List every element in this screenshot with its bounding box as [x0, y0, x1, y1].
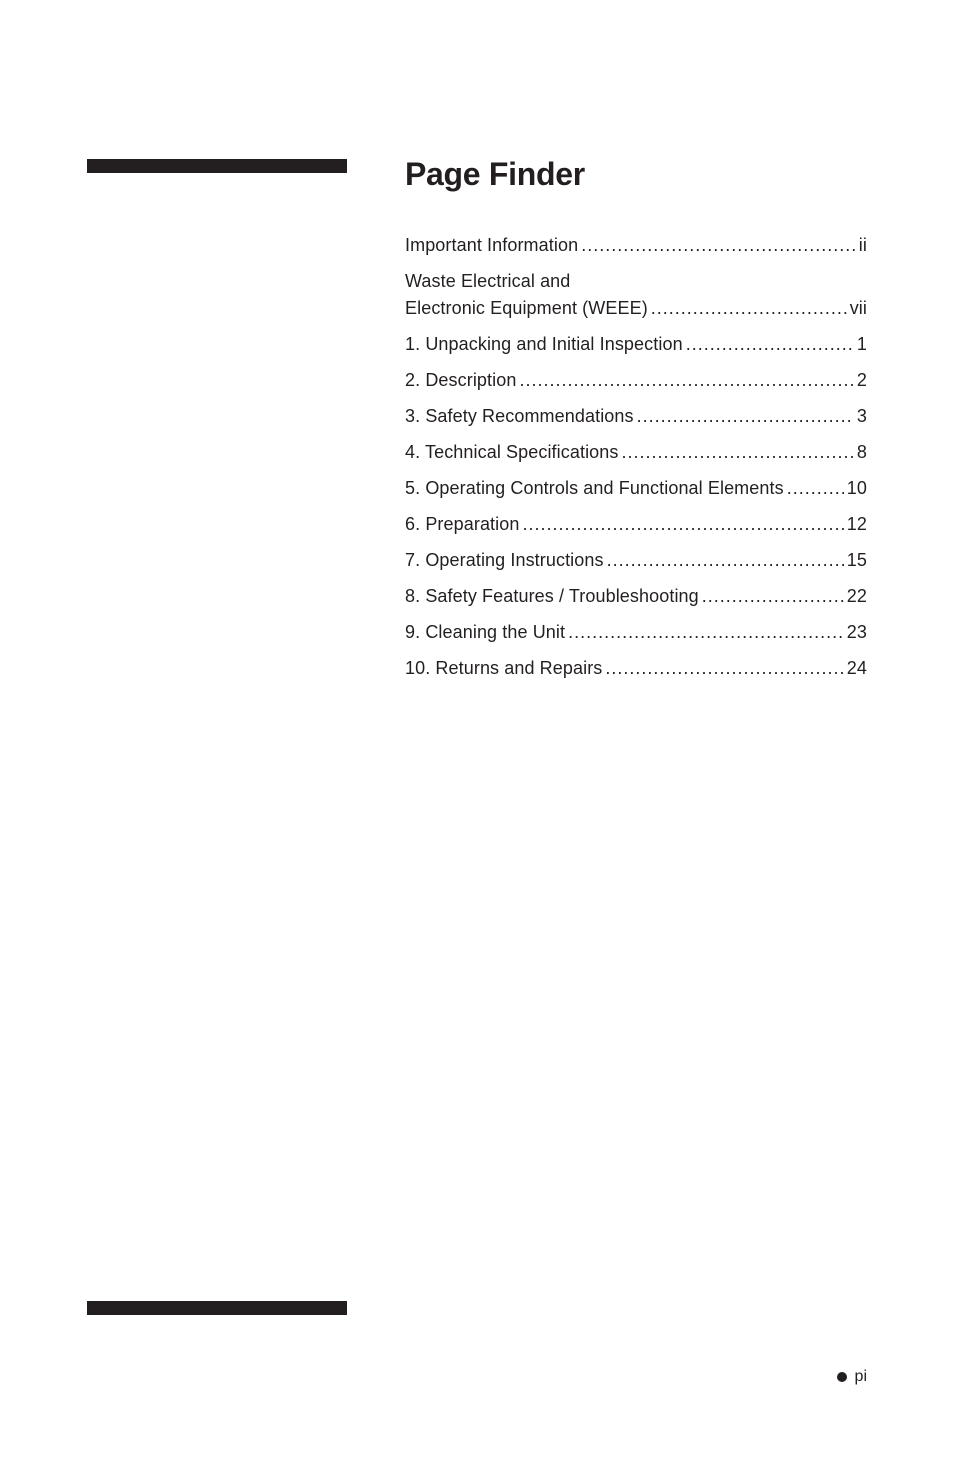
toc-entry-label: 1. Unpacking and Initial Inspection [405, 334, 683, 354]
toc-dot-leader [637, 403, 854, 430]
toc-entry-label: 9. Cleaning the Unit [405, 622, 566, 642]
toc-entry-page-number: 15 [846, 550, 867, 570]
page-footer [837, 1366, 867, 1388]
toc-entry-label: 3. Safety Recommendations [405, 406, 634, 426]
toc-entry-page-number: 8 [856, 442, 867, 462]
page-number: pi [854, 1368, 867, 1385]
toc-dot-leader [787, 475, 844, 502]
toc-entry-page-number: 22 [846, 586, 867, 606]
toc-dot-leader [522, 511, 843, 538]
toc-entry-label: Electronic Equipment (WEEE) [405, 298, 648, 318]
toc-dot-leader [581, 232, 856, 259]
toc-entry-page-number: ii [858, 235, 867, 255]
toc-entry-page-number: 2 [856, 370, 867, 390]
toc-entry-returns-repairs[interactable] [405, 655, 867, 682]
bullet-icon [837, 1372, 847, 1382]
toc-entry-description[interactable] [405, 367, 867, 394]
toc-dot-leader [622, 439, 854, 466]
toc-entry-safety-recommendations[interactable] [405, 403, 867, 430]
toc-entry-label: 2. Description [405, 370, 517, 390]
toc-entry-preparation[interactable] [405, 511, 867, 538]
toc-entry-page-number: 10 [846, 478, 867, 498]
toc-entry-label: 7. Operating Instructions [405, 550, 604, 570]
toc-entry-page-number: vii [849, 298, 867, 318]
toc-entry-important-information[interactable] [405, 232, 867, 259]
toc-entry-page-number: 12 [846, 514, 867, 534]
toc-dot-leader [686, 331, 854, 358]
toc-entry-label: 6. Preparation [405, 514, 520, 534]
toc-entry-label-line1: Waste Electrical and [405, 271, 571, 291]
toc-entry-label: 10. Returns and Repairs [405, 658, 603, 678]
toc-entry-label: 5. Operating Controls and Functional Elements [405, 478, 784, 498]
page-title: Page Finder [405, 156, 585, 192]
toc-entry-unpacking[interactable] [405, 331, 867, 358]
toc-dot-leader [607, 547, 844, 574]
toc-dot-leader [651, 295, 847, 322]
toc-entry-weee[interactable] [405, 268, 867, 322]
toc-dot-leader [519, 367, 853, 394]
toc-entry-page-number: 24 [846, 658, 867, 678]
toc-dot-leader [605, 655, 843, 682]
toc-entry-page-number: 23 [846, 622, 867, 642]
bottom-divider-bar [87, 1301, 347, 1315]
toc-entry-page-number: 1 [856, 334, 867, 354]
toc-entry-label: 4. Technical Specifications [405, 442, 619, 462]
toc-entry-label: 8. Safety Features / Troubleshooting [405, 586, 699, 606]
toc-entry-label: Important Information [405, 235, 579, 255]
table-of-contents [405, 232, 867, 691]
top-divider-bar [87, 159, 347, 173]
toc-entry-operating-instructions[interactable] [405, 547, 867, 574]
toc-dot-leader [702, 583, 844, 610]
toc-entry-page-number: 3 [856, 406, 867, 426]
toc-entry-cleaning[interactable] [405, 619, 867, 646]
toc-dot-leader [568, 619, 844, 646]
toc-entry-safety-features[interactable] [405, 583, 867, 610]
toc-entry-operating-controls[interactable] [405, 475, 867, 502]
toc-entry-technical-specifications[interactable] [405, 439, 867, 466]
